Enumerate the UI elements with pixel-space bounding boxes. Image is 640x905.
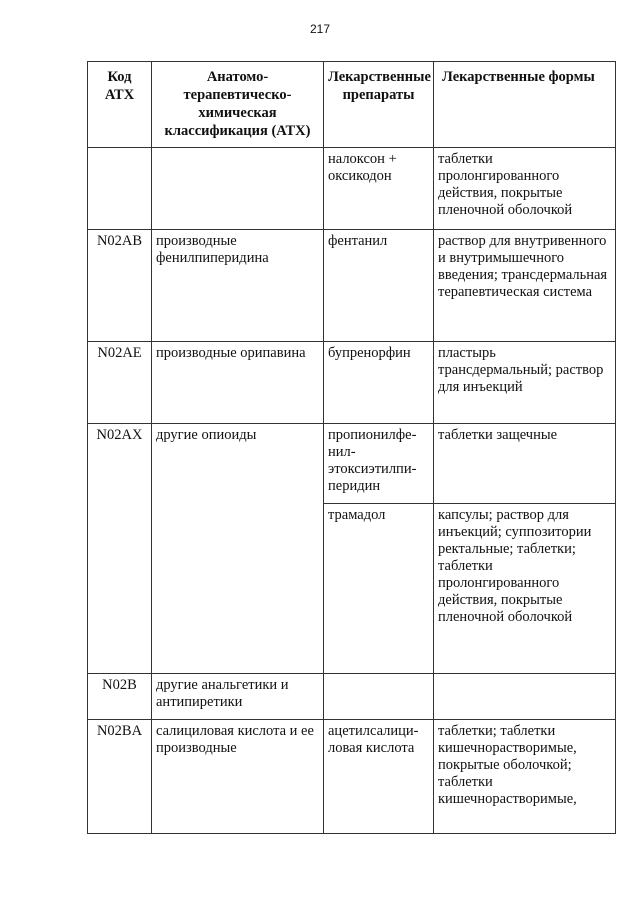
- cell-classification: производные фенилпиперидина: [152, 230, 324, 342]
- cell-drug: пропионилфе-нил-этоксиэтилпи-перидин: [324, 424, 434, 504]
- cell-code: [88, 148, 152, 230]
- table-row: [88, 230, 616, 342]
- cell-drug: ацетилсалици-ловая кислота: [324, 720, 434, 834]
- table-row: [88, 342, 616, 424]
- table-row: [88, 674, 616, 720]
- atx-table: [87, 61, 616, 834]
- cell-code: N02AX: [88, 424, 152, 674]
- cell-forms: пластырь трансдермальный; раствор для инъекций: [434, 342, 616, 424]
- cell-classification: другие опиоиды: [152, 424, 324, 674]
- table-row: [88, 720, 616, 834]
- cell-forms: капсулы; раствор для инъекций; суппозитории ректальные; таблетки; таблетки пролонгированного действия, покрытые пленочной оболочкой: [434, 504, 616, 674]
- table-header-row: [88, 62, 616, 148]
- table-row: [88, 424, 616, 504]
- header-drugs: Лекарственные препараты: [324, 62, 434, 148]
- cell-forms: таблетки защечные: [434, 424, 616, 504]
- header-classification: Анатомо-терапевтическо-химическая классификация (АТХ): [152, 62, 324, 148]
- header-forms: Лекарственные формы: [434, 62, 616, 148]
- cell-classification: [152, 148, 324, 230]
- cell-classification: другие анальгетики и антипиретики: [152, 674, 324, 720]
- cell-forms: таблетки; таблетки кишечнорастворимые, покрытые оболочкой; таблетки кишечнорастворимые,: [434, 720, 616, 834]
- cell-classification: производные орипавина: [152, 342, 324, 424]
- cell-drug: бупренорфин: [324, 342, 434, 424]
- cell-code: N02AE: [88, 342, 152, 424]
- cell-drug: трамадол: [324, 504, 434, 674]
- cell-forms: [434, 674, 616, 720]
- page-number: 217: [309, 22, 331, 36]
- header-code: Код АТХ: [88, 62, 152, 148]
- cell-code: N02AB: [88, 230, 152, 342]
- table-row: [88, 148, 616, 230]
- cell-drug: налоксон + оксикодон: [324, 148, 434, 230]
- cell-classification: салициловая кислота и ее производные: [152, 720, 324, 834]
- cell-code: N02B: [88, 674, 152, 720]
- cell-drug: фентанил: [324, 230, 434, 342]
- cell-forms: таблетки пролонгированного действия, покрытые пленочной оболочкой: [434, 148, 616, 230]
- cell-code: N02BA: [88, 720, 152, 834]
- cell-drug: [324, 674, 434, 720]
- cell-forms: раствор для внутривенного и внутримышечного введения; трансдермальная терапевтическая система: [434, 230, 616, 342]
